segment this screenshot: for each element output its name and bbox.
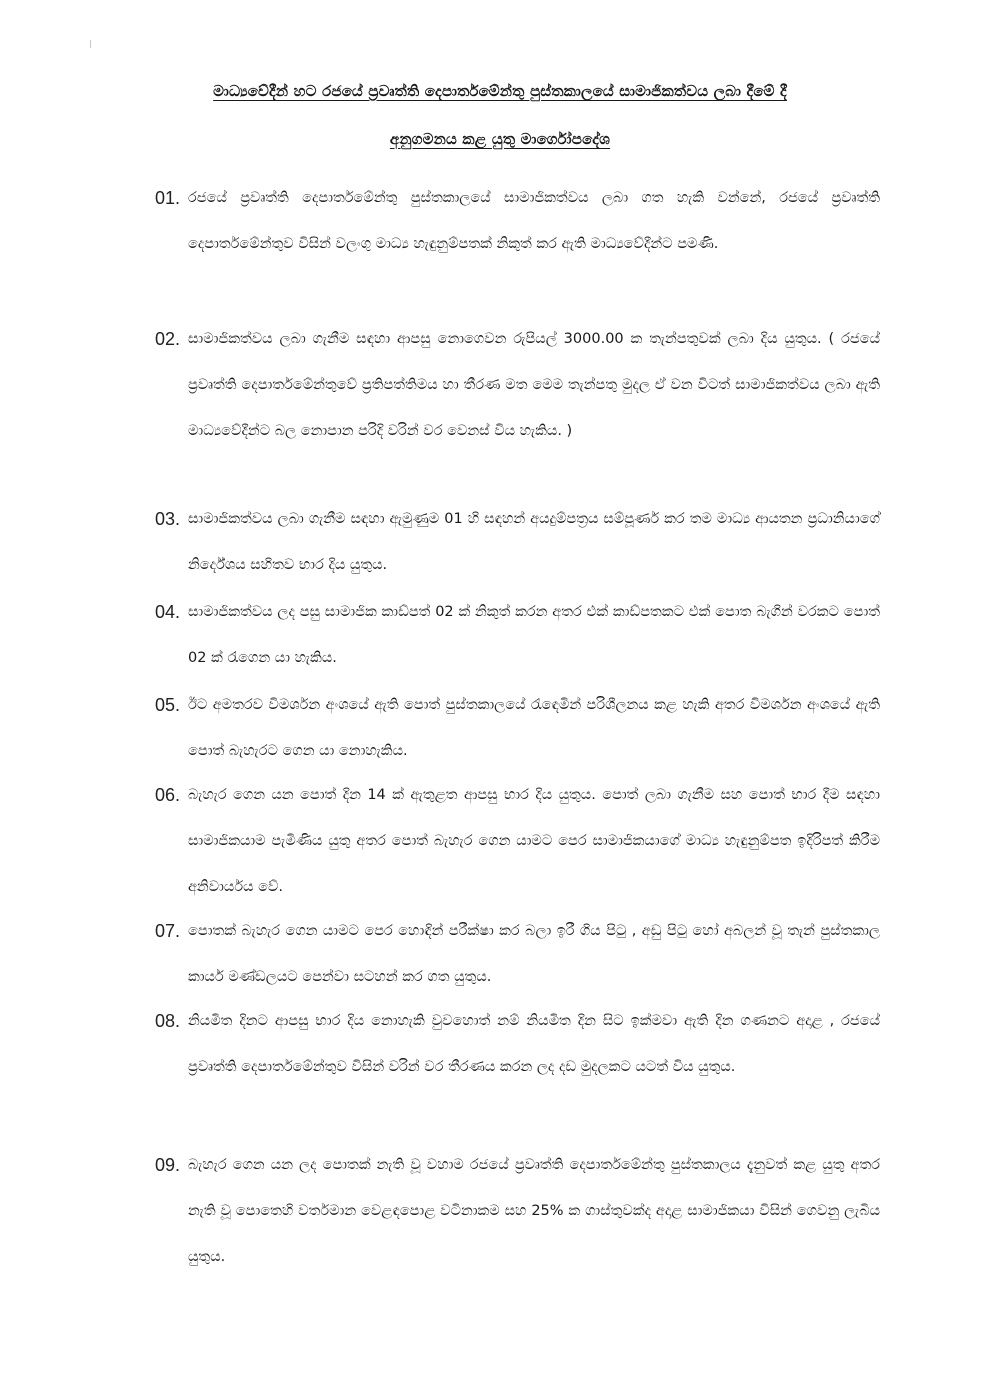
item-number: 09. bbox=[155, 1155, 181, 1175]
guideline-item-05 bbox=[155, 682, 880, 774]
item-number: 07. bbox=[155, 921, 181, 941]
item-text: සාමාජිකත්වය ලබා ගැනීම සඳහා ආපසු නොගෙවන රුපියල් 3000.00 ක තැන්පතුවක් ලබා දිය යුතුය. ( රජයේ ප්‍රවෘත්ති දෙපාර්තමේන්තුවේ ප්‍රතිපත්තිමය හා තීරණ මත මෙම තැන්පතු මුදල ඒ වන විටත් සාමාජිකත්වය ලබා ඇති මාධ්‍යවේදීන්ට බල නොපාන පරිදි වරින් වර වෙනස් විය හැකිය. ) bbox=[188, 331, 880, 439]
guideline-item-03 bbox=[155, 496, 880, 588]
item-number: 05. bbox=[155, 695, 181, 715]
item-text: සාමාජිකත්වය ලබා ගැනීම සඳහා ඇමුණුම 01 හි සඳහන් අයදුම්පත්‍රය සම්පූර්ණ කර තම මාධ්‍ය ආයතන ප්‍රධානියාගේ නිර්දේශය සහිතව භාර දිය යුතුය. bbox=[188, 511, 880, 573]
scan-mark bbox=[90, 40, 91, 48]
guideline-item-01 bbox=[155, 175, 880, 267]
item-text: රජයේ ප්‍රවෘත්ති දෙපාර්තමේන්තු පුස්තකාලයේ සාමාජිකත්වය ලබා ගත හැකි වන්නේ, රජයේ ප්‍රවෘත්ති දෙපාර්තමේන්තුව විසින් වලංගු මාධ්‍ය හැඳුනුම්පතක් නිකුත් කර ඇති මාධ්‍යවේදීන්ට පමණි. bbox=[188, 190, 880, 252]
guideline-item-07 bbox=[155, 908, 880, 1000]
item-text: සාමාජිකත්වය ලද පසු සාමාජික කාඩ්පත් 02 ක් නිකුත් කරන අතර එක් කාඩ්පතකට එක් පොත බැගින් වරකට පොත් 02 ක් රැගෙන යා හැකිය. bbox=[188, 604, 880, 666]
item-text: බැහැර ගෙන යන පොත් දින 14 ක් ඇතුළත ආපසු භාර දිය යුතුය. පොත් ලබා ගැනීම සහ පොත් භාර දීම සඳහා සාමාජිකයාම පැමිණිය යුතු අතර පොත් බැහැර ගෙන යාමට පෙර සාමාජිකයාගේ මාධ්‍ය හැඳුනුම්පත ඉදිරිපත් කිරීම අනිවාර්යය වේ. bbox=[188, 787, 880, 895]
page-title-line-2: අනුගමනය කළ යුතු මාර්ගෝපදේශ bbox=[389, 130, 611, 148]
page-title-line-1: මාධ්‍යවේදීන් හට රජයේ ප්‍රවෘත්ති දෙපාර්තමේන්තු පුස්තකාලයේ සාමාජිකත්වය ලබා දීමේ දී bbox=[213, 82, 787, 100]
guideline-item-06 bbox=[155, 772, 880, 910]
item-number: 01. bbox=[155, 188, 181, 208]
item-number: 03. bbox=[155, 509, 181, 529]
guideline-item-08 bbox=[155, 998, 880, 1090]
guideline-item-04 bbox=[155, 589, 880, 681]
item-number: 08. bbox=[155, 1011, 181, 1031]
guideline-item-09 bbox=[155, 1142, 880, 1280]
item-number: 04. bbox=[155, 602, 181, 622]
item-text: පොතක් බැහැර ගෙන යාමට පෙර හොඳින් පරීක්ෂා කර බලා ඉරී ගිය පිටු , අඩු පිටු හෝ අබලන් වූ තැන් පුස්තකාල කාර්ය මණ්ඩලයට පෙන්වා සටහන් කර ගත යුතුය. bbox=[188, 923, 880, 985]
item-text: නියමිත දිනට ආපසු භාර දිය නොහැකි වුවහොත් නම් නියමිත දින සිට ඉක්මවා ඇති දින ගණනට අදාළ , රජයේ ප්‍රවෘත්ති දෙපාර්තමේන්තුව විසින් වරින් වර තීරණය කරන ලද දඩ මුදලකට යටත් විය යුතුය. bbox=[188, 1013, 880, 1075]
item-number: 06. bbox=[155, 785, 181, 805]
guideline-item-02 bbox=[155, 316, 880, 454]
item-text: ඊට අමතරව විමර්ශන අංශයේ ඇති පොත් පුස්තකාලයේ රැඳෙමින් පරිශීලනය කළ හැකි අතර විමර්ශන අංශයේ ඇති පොත් බැහැරට ගෙන යා නොහැකිය. bbox=[188, 697, 880, 759]
item-number: 02. bbox=[155, 329, 181, 349]
item-text: බැහැර ගෙන යන ලද පොතක් නැති වූ වහාම රජයේ ප්‍රවෘත්ති දෙපාර්තමේන්තු පුස්තකාලය දැනුවත් කළ යුතු අතර නැති වූ පොතෙහි වර්තමාන වෙළඳපොළ වටිනාකම සහ 25% ක ගාස්තුවක්ද අදාළ සාමාජිකයා විසින් ගෙවනු ලැබිය යුතුය. bbox=[188, 1157, 880, 1265]
